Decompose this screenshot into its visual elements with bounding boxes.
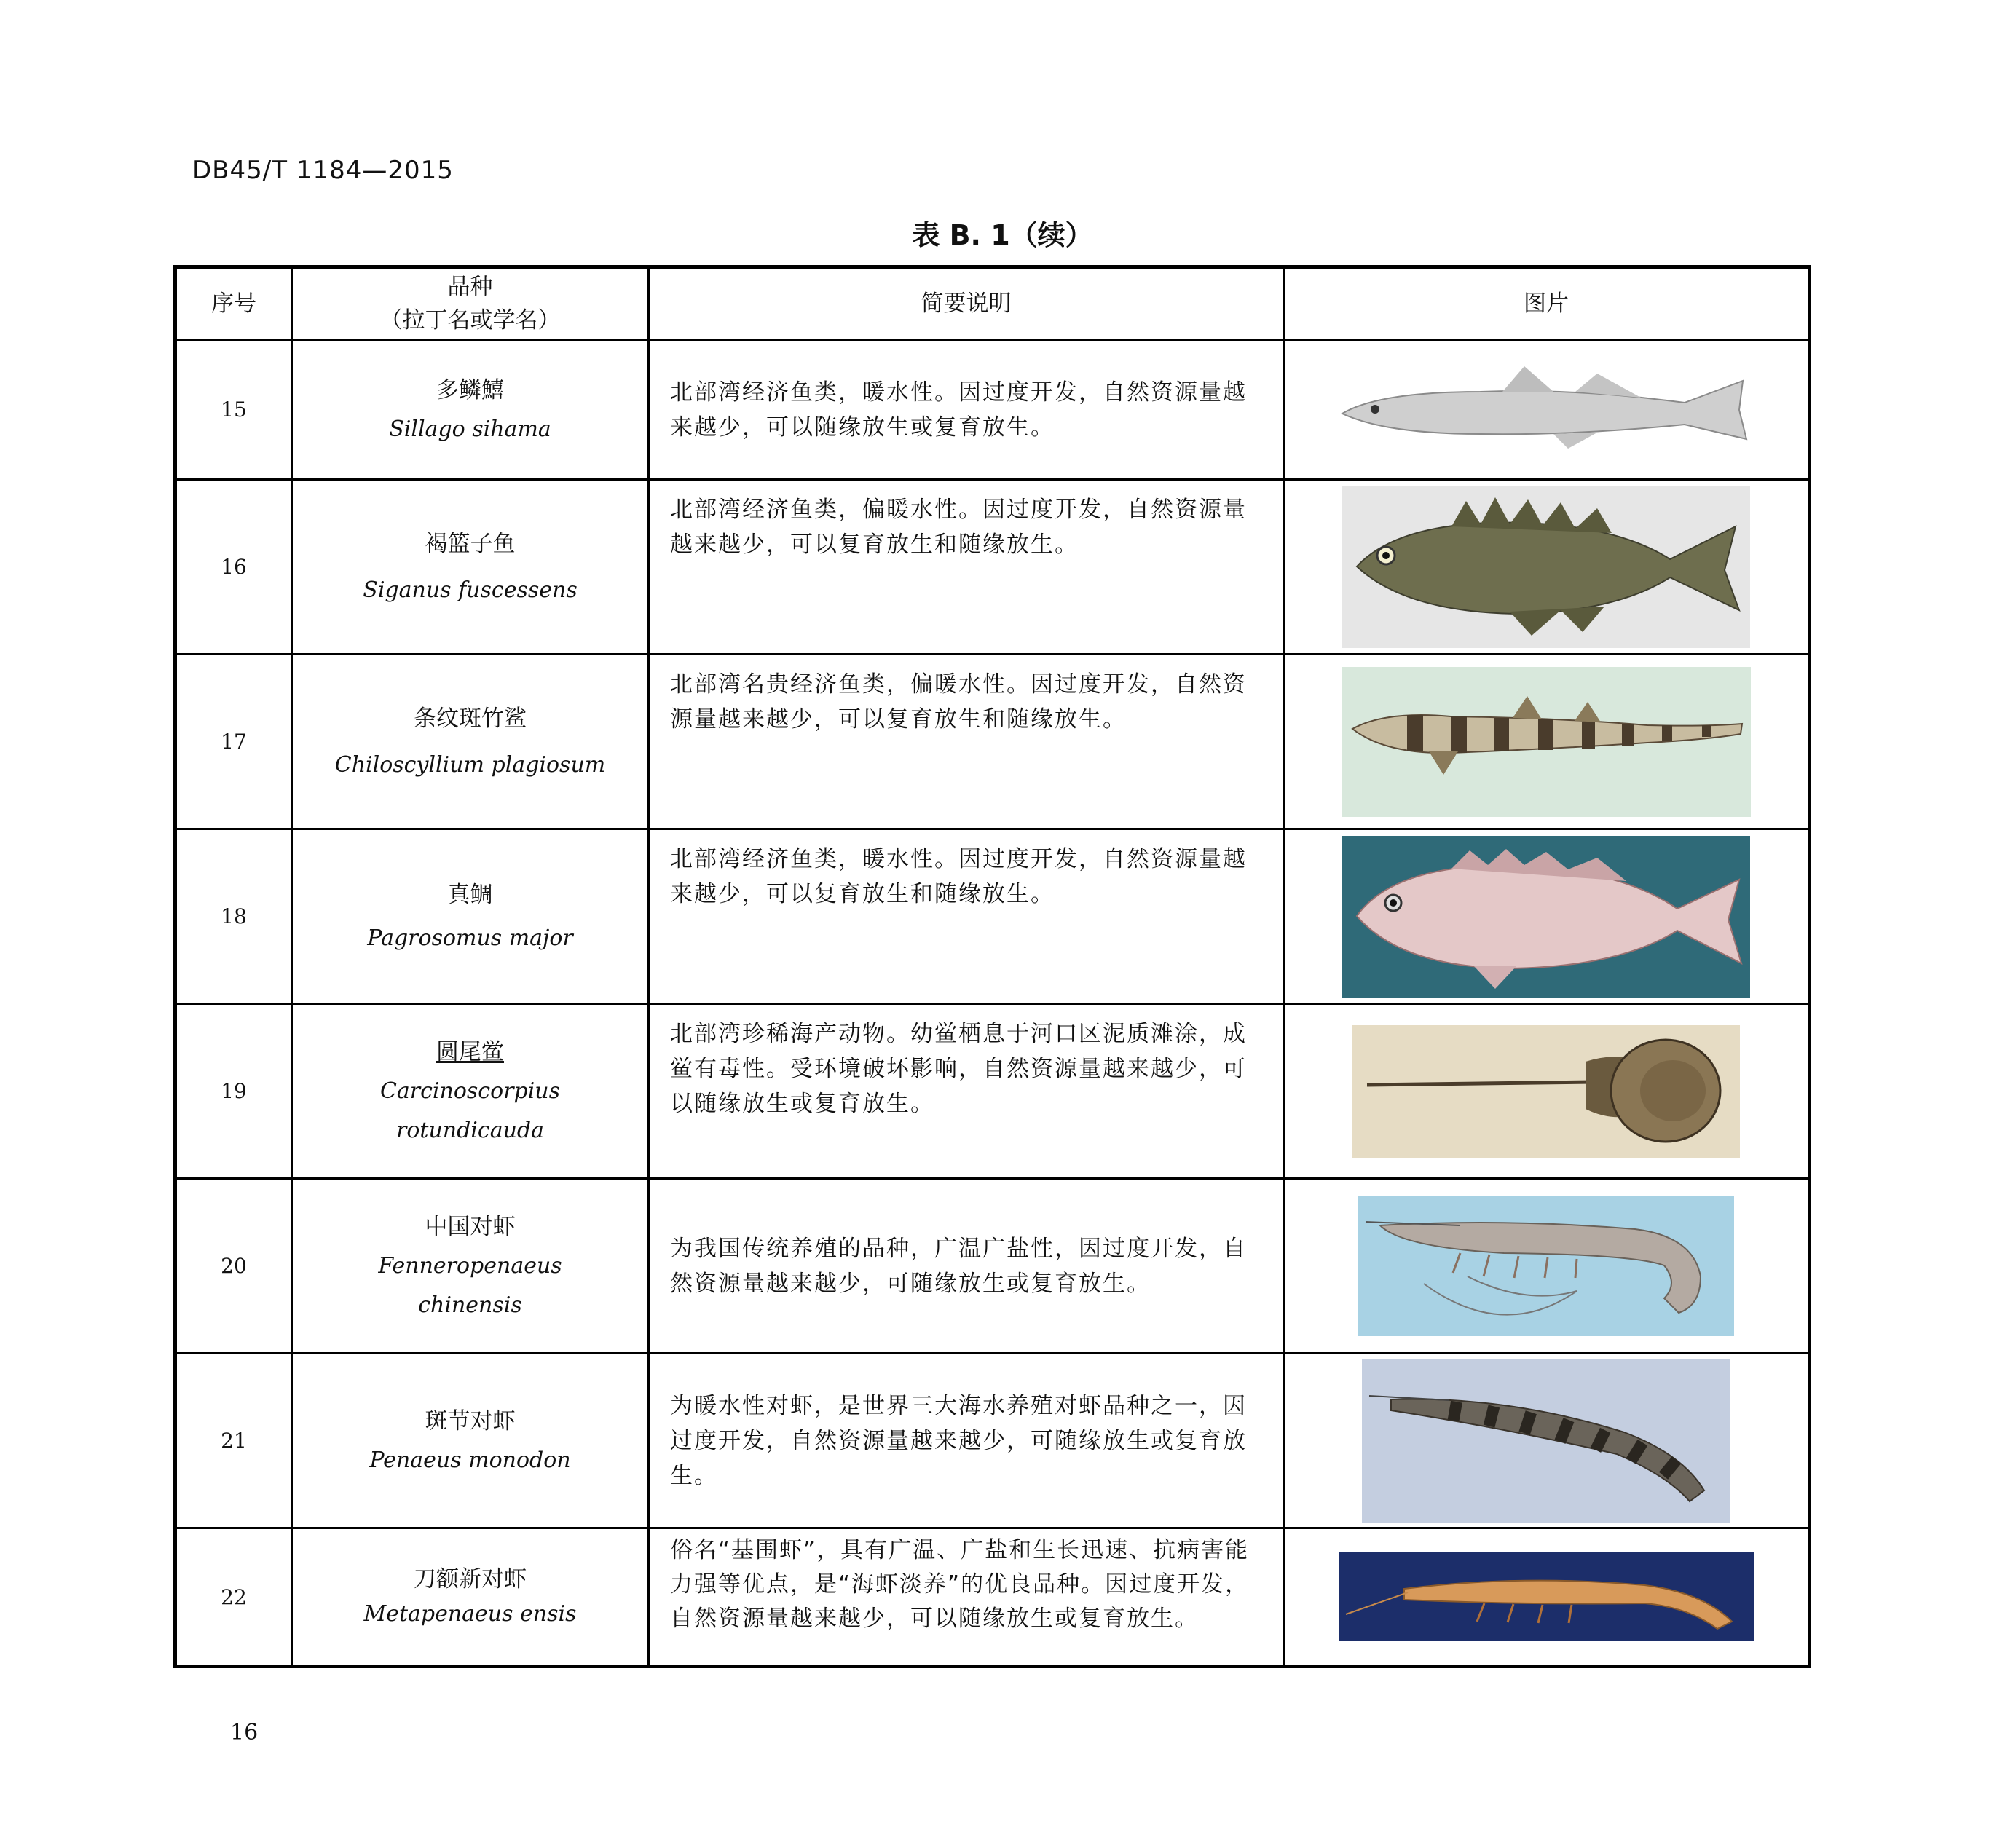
- species-description: 北部湾经济鱼类，暖水性。因过度开发，自然资源量越来越少，可以随缘放生或复育放生。: [649, 340, 1284, 480]
- species-description: 俗名“基围虾”，具有广温、广盐和生长迅速、抗病害能力强等优点，是“海虾淡养”的优良品种。因过度开发，自然资源量越来越少，可以随缘放生或复育放生。: [649, 1528, 1284, 1667]
- siganus-fish-image: [1342, 486, 1750, 648]
- row-number: 19: [176, 1004, 292, 1179]
- col-header-variety: 品种 （拉丁名或学名）: [292, 267, 649, 340]
- table-row: [176, 1528, 1810, 1667]
- species-latin-name: Penaeus monodon: [369, 1447, 571, 1473]
- tiger-prawn-image: [1362, 1359, 1730, 1523]
- species-latin-name: Pagrosomus major: [367, 925, 573, 951]
- species-image: [1284, 1004, 1810, 1179]
- row-number: 20: [176, 1179, 292, 1354]
- species-cn-name: 条纹斑竹鲨: [414, 705, 527, 732]
- horseshoe-crab-image: [1352, 1025, 1740, 1158]
- col-header-no: 序号: [176, 267, 292, 340]
- table-title: 表 B. 1（续）: [912, 219, 1093, 251]
- species-cn-name: 中国对虾: [425, 1213, 516, 1240]
- col-header-desc: 简要说明: [649, 267, 1284, 340]
- chinese-shrimp-image: [1358, 1196, 1734, 1336]
- species-image: [1284, 1354, 1810, 1528]
- species-image: [1284, 340, 1810, 480]
- red-seabream-image: [1342, 836, 1750, 998]
- species-image: [1284, 655, 1810, 829]
- species-image: [1284, 480, 1810, 655]
- row-number: 15: [176, 340, 292, 480]
- species-latin-name: Fenneropenaeus: [378, 1252, 562, 1279]
- species-cn-name: 圆尾鲎: [436, 1038, 504, 1065]
- species-cn-name: 多鳞鱚: [436, 376, 504, 403]
- table-row: [176, 655, 1810, 829]
- table-row: [176, 829, 1810, 1004]
- sillago-fish-image: [1335, 363, 1757, 457]
- species-table: [173, 265, 1811, 1668]
- species-description: 北部湾珍稀海产动物。幼鲎栖息于河口区泥质滩涂，成鲎有毒性。受环境破坏影响，自然资源量越来越少，可以随缘放生或复育放生。: [649, 1004, 1284, 1179]
- species-image: [1284, 1528, 1810, 1667]
- species-cn-name: 真鲷: [447, 881, 493, 908]
- species-image: [1284, 1179, 1810, 1354]
- species-name: [292, 829, 649, 1004]
- species-latin-name-cont: rotundicauda: [396, 1117, 544, 1143]
- species-name: [292, 1354, 649, 1528]
- species-cn-name: 刀额新对虾: [414, 1566, 527, 1592]
- row-number: 16: [176, 480, 292, 655]
- species-description: 北部湾经济鱼类，暖水性。因过度开发，自然资源量越来越少，可以复育放生和随缘放生。: [649, 829, 1284, 1004]
- table-row: [176, 1354, 1810, 1528]
- species-latin-name: Metapenaeus ensis: [363, 1601, 577, 1627]
- table-row: [176, 1179, 1810, 1354]
- greasyback-shrimp-image: [1339, 1552, 1754, 1641]
- species-latin-name: Siganus fuscessens: [363, 577, 578, 603]
- row-number: 22: [176, 1528, 292, 1667]
- species-latin-name: Carcinoscorpius: [379, 1078, 561, 1104]
- species-description: 北部湾经济鱼类，偏暖水性。因过度开发，自然资源量越来越少，可以复育放生和随缘放生。: [649, 480, 1284, 655]
- species-name: [292, 1528, 649, 1667]
- document-id: DB45/T 1184—2015: [192, 156, 454, 185]
- table-header-row: [176, 267, 1810, 340]
- species-latin-name: Chiloscyllium plagiosum: [334, 751, 606, 778]
- species-name: [292, 1179, 649, 1354]
- row-number: 21: [176, 1354, 292, 1528]
- bamboo-shark-image: [1342, 667, 1751, 817]
- table-row: [176, 1004, 1810, 1179]
- species-description: 为我国传统养殖的品种，广温广盐性，因过度开发，自然资源量越来越少，可随缘放生或复育放生。: [649, 1179, 1284, 1354]
- species-cn-name: 褐篮子鱼: [425, 530, 516, 557]
- species-name: [292, 340, 649, 480]
- species-latin-name: Sillago sihama: [389, 416, 551, 442]
- species-latin-name-cont: chinensis: [418, 1292, 522, 1318]
- col-header-image: 图片: [1284, 267, 1810, 340]
- page-number: 16: [230, 1720, 259, 1745]
- row-number: 17: [176, 655, 292, 829]
- table-row: [176, 340, 1810, 480]
- row-number: 18: [176, 829, 292, 1004]
- species-name: [292, 1004, 649, 1179]
- species-name: [292, 480, 649, 655]
- species-cn-name: 斑节对虾: [425, 1407, 516, 1434]
- species-image: [1284, 829, 1810, 1004]
- species-description: 为暖水性对虾，是世界三大海水养殖对虾品种之一，因过度开发，自然资源量越来越少，可随缘放生或复育放生。: [649, 1354, 1284, 1528]
- species-description: 北部湾名贵经济鱼类，偏暖水性。因过度开发，自然资源量越来越少，可以复育放生和随缘放生。: [649, 655, 1284, 829]
- species-name: [292, 655, 649, 829]
- table-row: [176, 480, 1810, 655]
